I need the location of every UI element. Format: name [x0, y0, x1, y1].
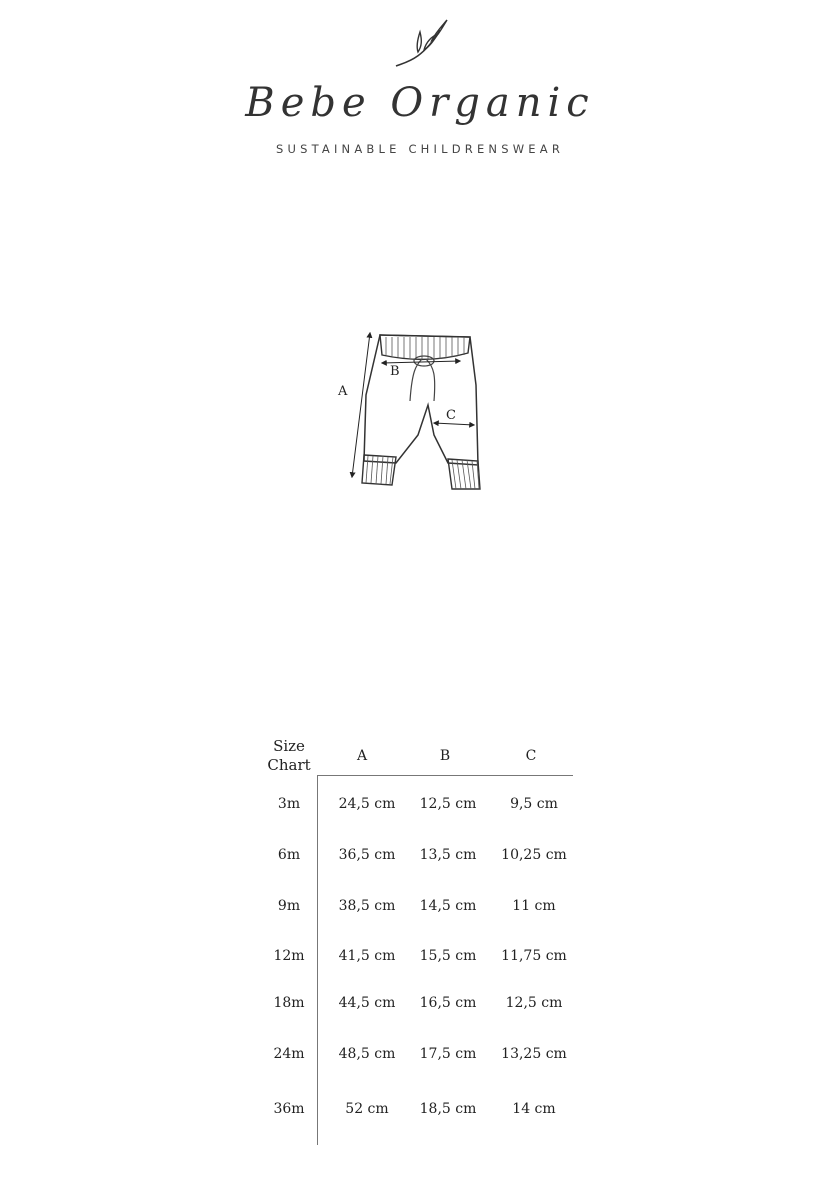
measure-a-cell: 44,5 cm: [338, 995, 396, 1011]
measure-b-cell: 15,5 cm: [419, 948, 477, 964]
brand-name: Bebe Organic: [245, 80, 595, 126]
measure-c-cell: 14 cm: [512, 1101, 556, 1117]
size-cell: 12m: [273, 948, 305, 964]
brand-header: [0, 0, 840, 170]
measure-c-cell: 11,75 cm: [501, 948, 567, 964]
pants-diagram: [330, 325, 490, 500]
measure-c-cell: 13,25 cm: [501, 1046, 567, 1062]
measure-c-cell: 11 cm: [512, 898, 556, 914]
size-cell: 18m: [273, 995, 305, 1011]
size-cell: 6m: [277, 847, 301, 863]
measure-c-cell: 10,25 cm: [501, 847, 567, 863]
size-cell: 3m: [277, 796, 301, 812]
column-header-a: A: [356, 748, 368, 764]
size-chart-heading: [260, 737, 318, 775]
size-heading-line2: Chart: [267, 756, 311, 774]
header-divider: [317, 775, 573, 776]
measure-a-cell: 48,5 cm: [338, 1046, 396, 1062]
measure-a-cell: 24,5 cm: [338, 796, 396, 812]
dimension-a-label: A: [338, 384, 348, 399]
dimension-c-arrow: [434, 423, 474, 425]
size-cell: 9m: [277, 898, 301, 914]
measure-b-cell: 13,5 cm: [419, 847, 477, 863]
leaf-sprig-icon: [392, 16, 448, 70]
size-heading-line1: Size: [273, 737, 305, 755]
measure-b-cell: 14,5 cm: [419, 898, 477, 914]
brand-tagline: SUSTAINABLE CHILDRENSWEAR: [275, 142, 565, 156]
measure-b-cell: 17,5 cm: [419, 1046, 477, 1062]
measure-b-cell: 16,5 cm: [419, 995, 477, 1011]
measure-b-cell: 12,5 cm: [419, 796, 477, 812]
measure-a-cell: 36,5 cm: [338, 847, 396, 863]
dimension-b-arrow: [382, 361, 460, 363]
measure-a-cell: 38,5 cm: [338, 898, 396, 914]
size-cell: 36m: [273, 1101, 305, 1117]
drawstring: [410, 359, 435, 401]
measure-a-cell: 41,5 cm: [338, 948, 396, 964]
column-header-c: C: [525, 748, 537, 764]
column-header-b: B: [439, 748, 451, 764]
size-cell: 24m: [273, 1046, 305, 1062]
size-chart-table: [260, 735, 580, 1155]
measure-a-cell: 52 cm: [345, 1101, 389, 1117]
measure-c-cell: 12,5 cm: [505, 995, 563, 1011]
measure-c-cell: 9,5 cm: [510, 796, 558, 812]
dimension-c-label: C: [446, 408, 456, 423]
dimension-b-label: B: [390, 364, 400, 379]
measure-b-cell: 18,5 cm: [419, 1101, 477, 1117]
